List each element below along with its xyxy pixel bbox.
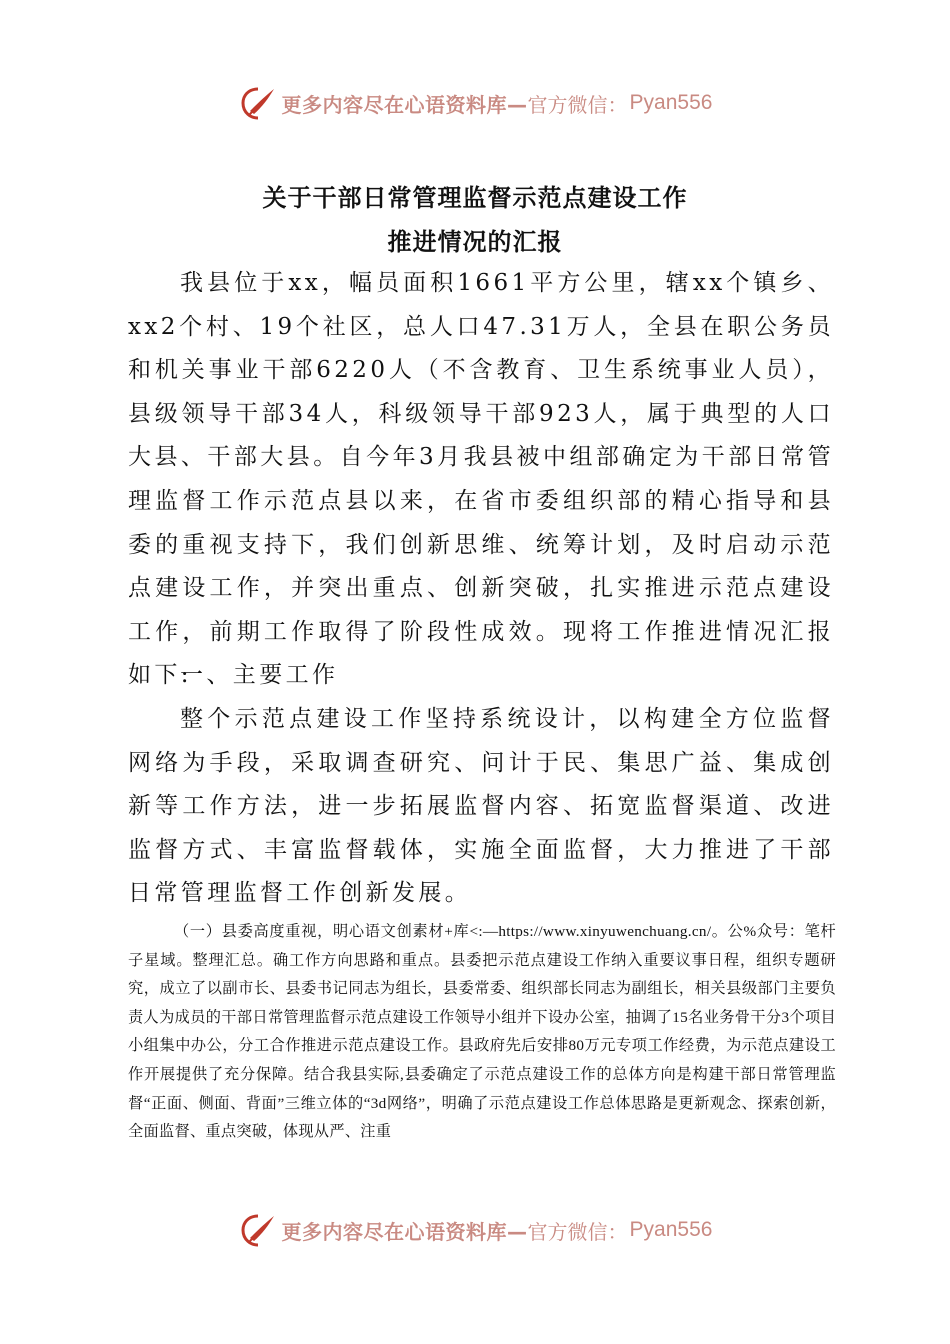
section-heading-main-work: 一、主要工作 bbox=[180, 662, 339, 688]
watermark-wechat-label: 官方微信： bbox=[527, 92, 628, 117]
quill-logo-icon bbox=[238, 1210, 278, 1250]
watermark-banner-bottom bbox=[0, 1207, 950, 1253]
watermark-banner-top bbox=[0, 80, 950, 126]
watermark-account: Pyan556 bbox=[629, 91, 713, 114]
watermark-brand: 更多内容尽在心语资料库— bbox=[281, 1219, 528, 1244]
watermark-wechat-label: 官方微信： bbox=[527, 1219, 628, 1244]
paragraph-overview: 整个示范点建设工作坚持系统设计，以构建全方位监督网络为手段，采取调查研究、问计于民、集思广益、集成创新等工作方法，进一步拓展监督内容、拓宽监督渠道、改进监督方式、丰富监督载体，实施全面监督，大力推进了干部日常管理监督工作创新发展。 bbox=[128, 706, 834, 907]
document-title-line2: 推进情况的汇报 bbox=[387, 227, 563, 256]
watermark-brand: 更多内容尽在心语资料库— bbox=[281, 92, 528, 117]
document-title-line1: 关于干部日常管理监督示范点建设工作 bbox=[262, 183, 688, 212]
paragraph-section-one: （一）县委高度重视，明心语文创素材+库<:—https://www.xinyuwenchuang.cn/。公%众号：笔杆子星域。整理汇总。确工作方向思路和重点。县委把示范点建设工作纳入重要议事日程，组织专题研究，成立了以副市长、县委书记同志为组长，县委常委、组织部长同志为副组长，相关县级部门主要负责人为成员的干部日常管理监督示范点建设工作领导小组并下设办公室，抽调了15名业务骨干分3个项目小组集中办公，分工合作推进示范点建设工作。县政府先后安排80万元专项工作经费，为示范点建设工作开展提供了充分保障。结合我县实际,县委确定了示范点建设工作的总体方向是构建干部日常管理监督“正面、侧面、背面”三维立体的“3d网络”，明确了示范点建设工作总体思路是更新观念、探索创新，全面监督、重点突破，体现从严、注重 bbox=[128, 923, 836, 1141]
quill-logo-icon bbox=[238, 83, 278, 123]
watermark-account: Pyan556 bbox=[629, 1218, 713, 1241]
paragraph-intro: 我县位于xx，幅员面积1661平方公里，辖xx个镇乡、xx2个村、19个社区，总人口47.31万人，全县在职公务员和机关事业干部6220人（不含教育、卫生系统事业人员），县级领导干部34人，科级领导干部923人，属于典型的人口大县、干部大县。自今年3月我县被中组部确定为干部日常管理监督工作示范点县以来，在省市委组织部的精心指导和县委的重视支持下，我们创新思维、统筹计划，及时启动示范点建设工作，并突出重点、创新突破，扎实推进示范点建设工作，前期工作取得了阶段性成效。现将工作推进情况汇报如下: bbox=[128, 270, 834, 689]
